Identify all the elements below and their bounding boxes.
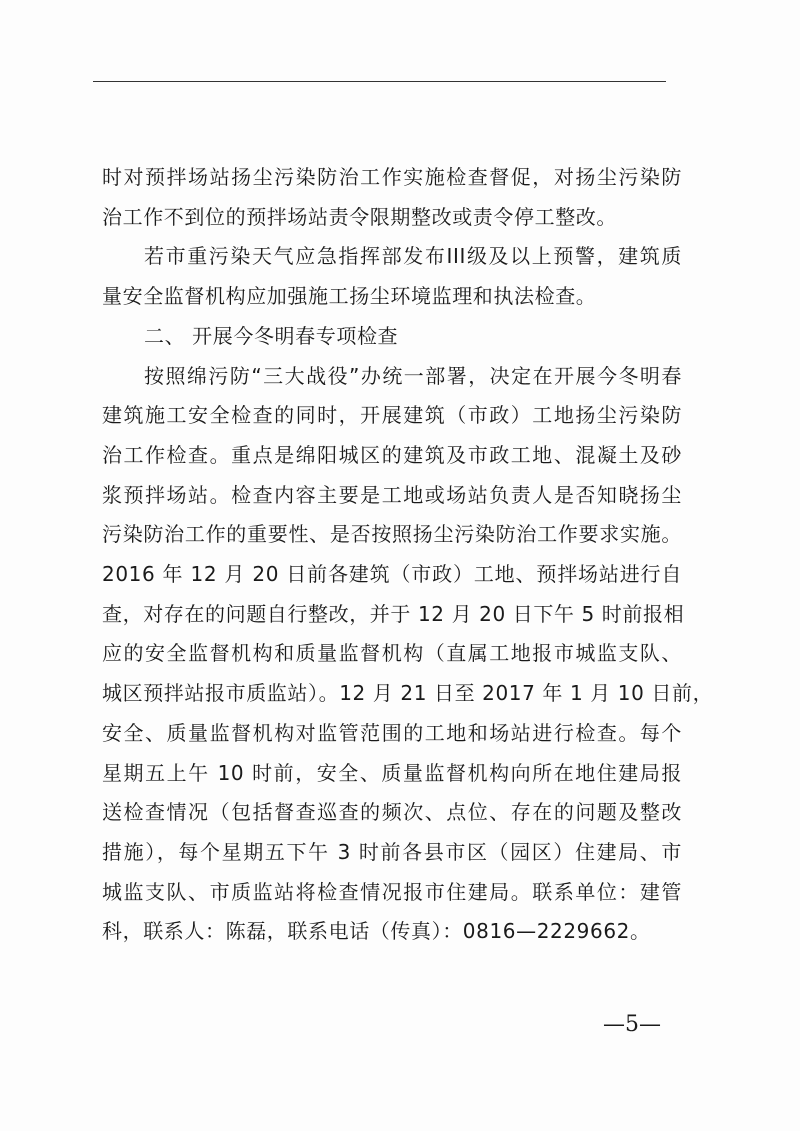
body-text <box>102 158 714 952</box>
text-line: 按照绵污防“三大战役”办统一部署，决定在开展今冬明春 <box>144 363 682 388</box>
text-line: 科，联系人：陈磊，联系电话（传真）：0816—2229662。 <box>102 919 651 944</box>
text-line: 建筑施工安全检查的同时，开展建筑（市政）工地扬尘污染防 <box>102 403 682 428</box>
text-line: 措施），每个星期五下午 3 时前各县市区（园区）住建局、市 <box>102 839 682 864</box>
header-rule <box>93 81 666 82</box>
text-line: 城区预拌站报市质监站）。12 月 21 日至 2017 年 1 月 10 日前， <box>102 681 714 706</box>
text-line: 污染防治工作的重要性、是否按照扬尘污染防治工作要求实施。 <box>102 522 682 547</box>
text-line: 查，对存在的问题自行整改，并于 12 月 20 日下午 5 时前报相 <box>102 601 685 626</box>
text-line: 星期五上午 10 时前，安全、质量监督机构向所在地住建局报 <box>102 760 682 785</box>
section-heading: 二、 开展今冬明春专项检查 <box>144 323 399 348</box>
text-line: 送检查情况（包括督查巡查的频次、点位、存在的问题及整改 <box>102 800 682 825</box>
text-line: 浆预拌场站。检查内容主要是工地或场站负责人是否知晓扬尘 <box>102 482 682 507</box>
text-line: 时对预拌场站扬尘污染防治工作实施检查督促，对扬尘污染防 <box>102 165 682 189</box>
text-line: 安全、质量监督机构对监管范围的工地和场站进行检查。每个 <box>102 720 682 745</box>
text-line: 城监支队、市质监站将检查情况报市住建局。联系单位：建管 <box>102 879 682 904</box>
text-line: 量安全监督机构应加强施工扬尘环境监理和执法检查。 <box>102 284 597 309</box>
text-line: 治工作不到位的预拌场站责令限期整改或责令停工整改。 <box>102 204 617 229</box>
text-line: 应的安全监督机构和质量监督机构（直属工地报市城监支队、 <box>102 641 682 666</box>
text-line: 2016 年 12 月 20 日前各建筑（市政）工地、预拌场站进行自 <box>102 562 682 587</box>
page-number: —5— <box>603 1012 661 1037</box>
text-line: 治工作检查。重点是绵阳城区的建筑及市政工地、混凝土及砂 <box>102 442 682 467</box>
text-line: 若市重污染天气应急指挥部发布III级及以上预警，建筑质 <box>144 244 682 269</box>
